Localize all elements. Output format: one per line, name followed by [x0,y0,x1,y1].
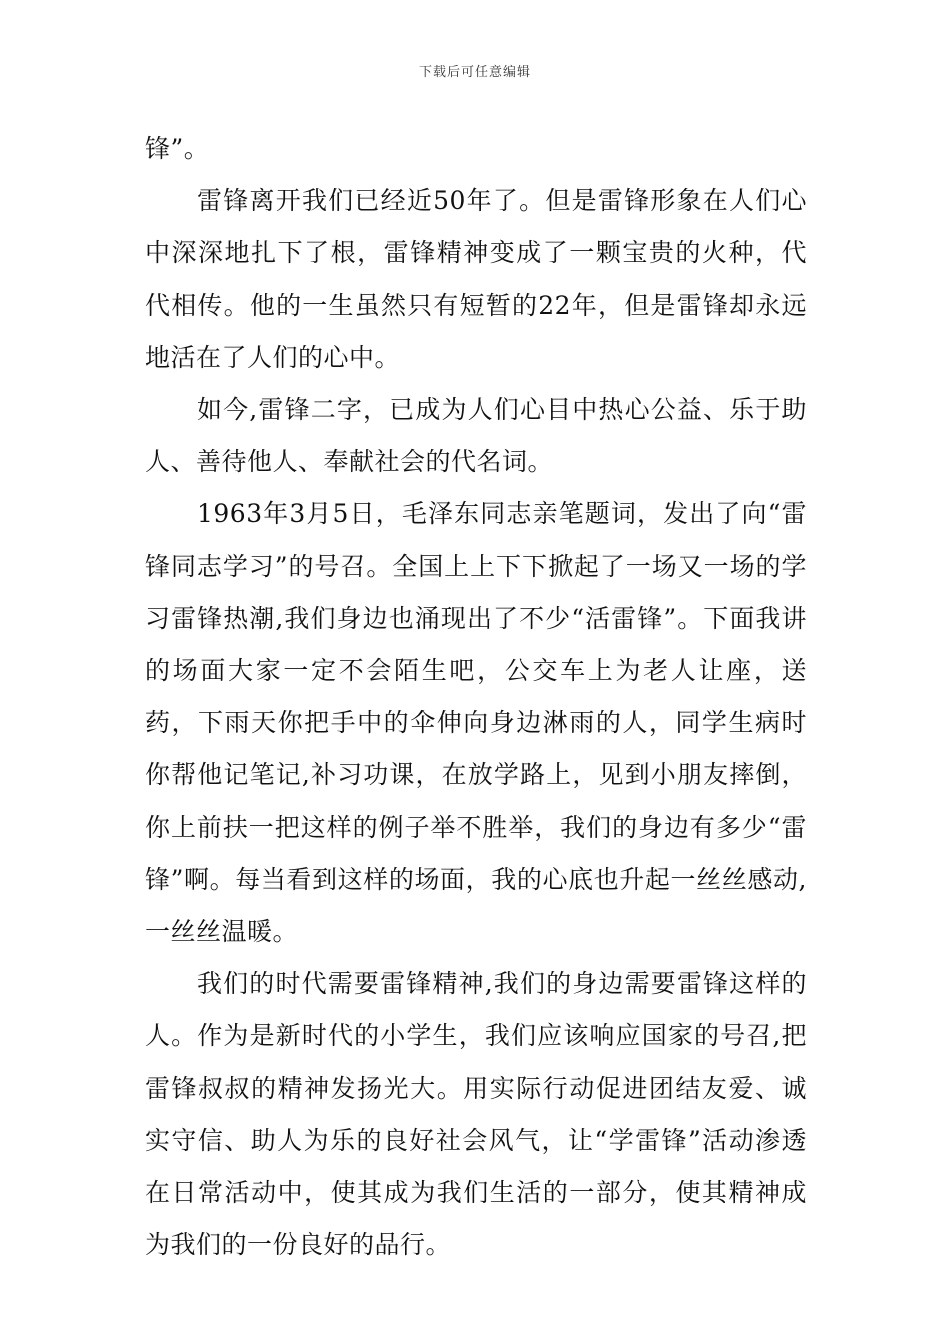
paragraph: 1963年3月5日，毛泽东同志亲笔题词，发出了向“雷锋同志学习”的号召。全国上上下下掀起了一场又一场的学习雷锋热潮,我们身边也涌现出了不少“活雷锋”。下面我讲的场面大家一定不会陌生吧，公交车上为老人让座，送药，下雨天你把手中的伞伸向身边淋雨的人，同学生病时你帮他记笔记,补习功课，在放学路上，见到小朋友摔倒，你上前扶一把这样的例子举不胜举，我们的身边有多少“雷锋”啊。每当看到这样的场面，我的心底也升起一丝丝感动,一丝丝温暖。 [145,499,807,947]
paragraph-continuation: 锋”。 [145,134,210,163]
paragraph: 我们的时代需要雷锋精神,我们的身边需要雷锋这样的人。作为是新时代的小学生，我们应该响应国家的号召,把雷锋叔叔的精神发扬光大。用实际行动促进团结友爱、诚实守信、助人为乐的良好社会风气，让“学雷锋”活动渗透在日常活动中，使其成为我们生活的一部分，使其精神成为我们的一份良好的品行。 [145,969,807,1260]
paragraph: 如今,雷锋二字，已成为人们心目中热心公益、乐于助人、善待他人、奉献社会的代名词。 [145,395,807,477]
document-body [145,123,807,1271]
page-header: 下载后可任意编辑 [418,65,531,80]
paragraph: 雷锋离开我们已经近50年了。但是雷锋形象在人们心中深深地扎下了根，雷锋精神变成了一颗宝贵的火种，代代相传。他的一生虽然只有短暂的22年，但是雷锋却永远地活在了人们的心中。 [145,186,807,372]
